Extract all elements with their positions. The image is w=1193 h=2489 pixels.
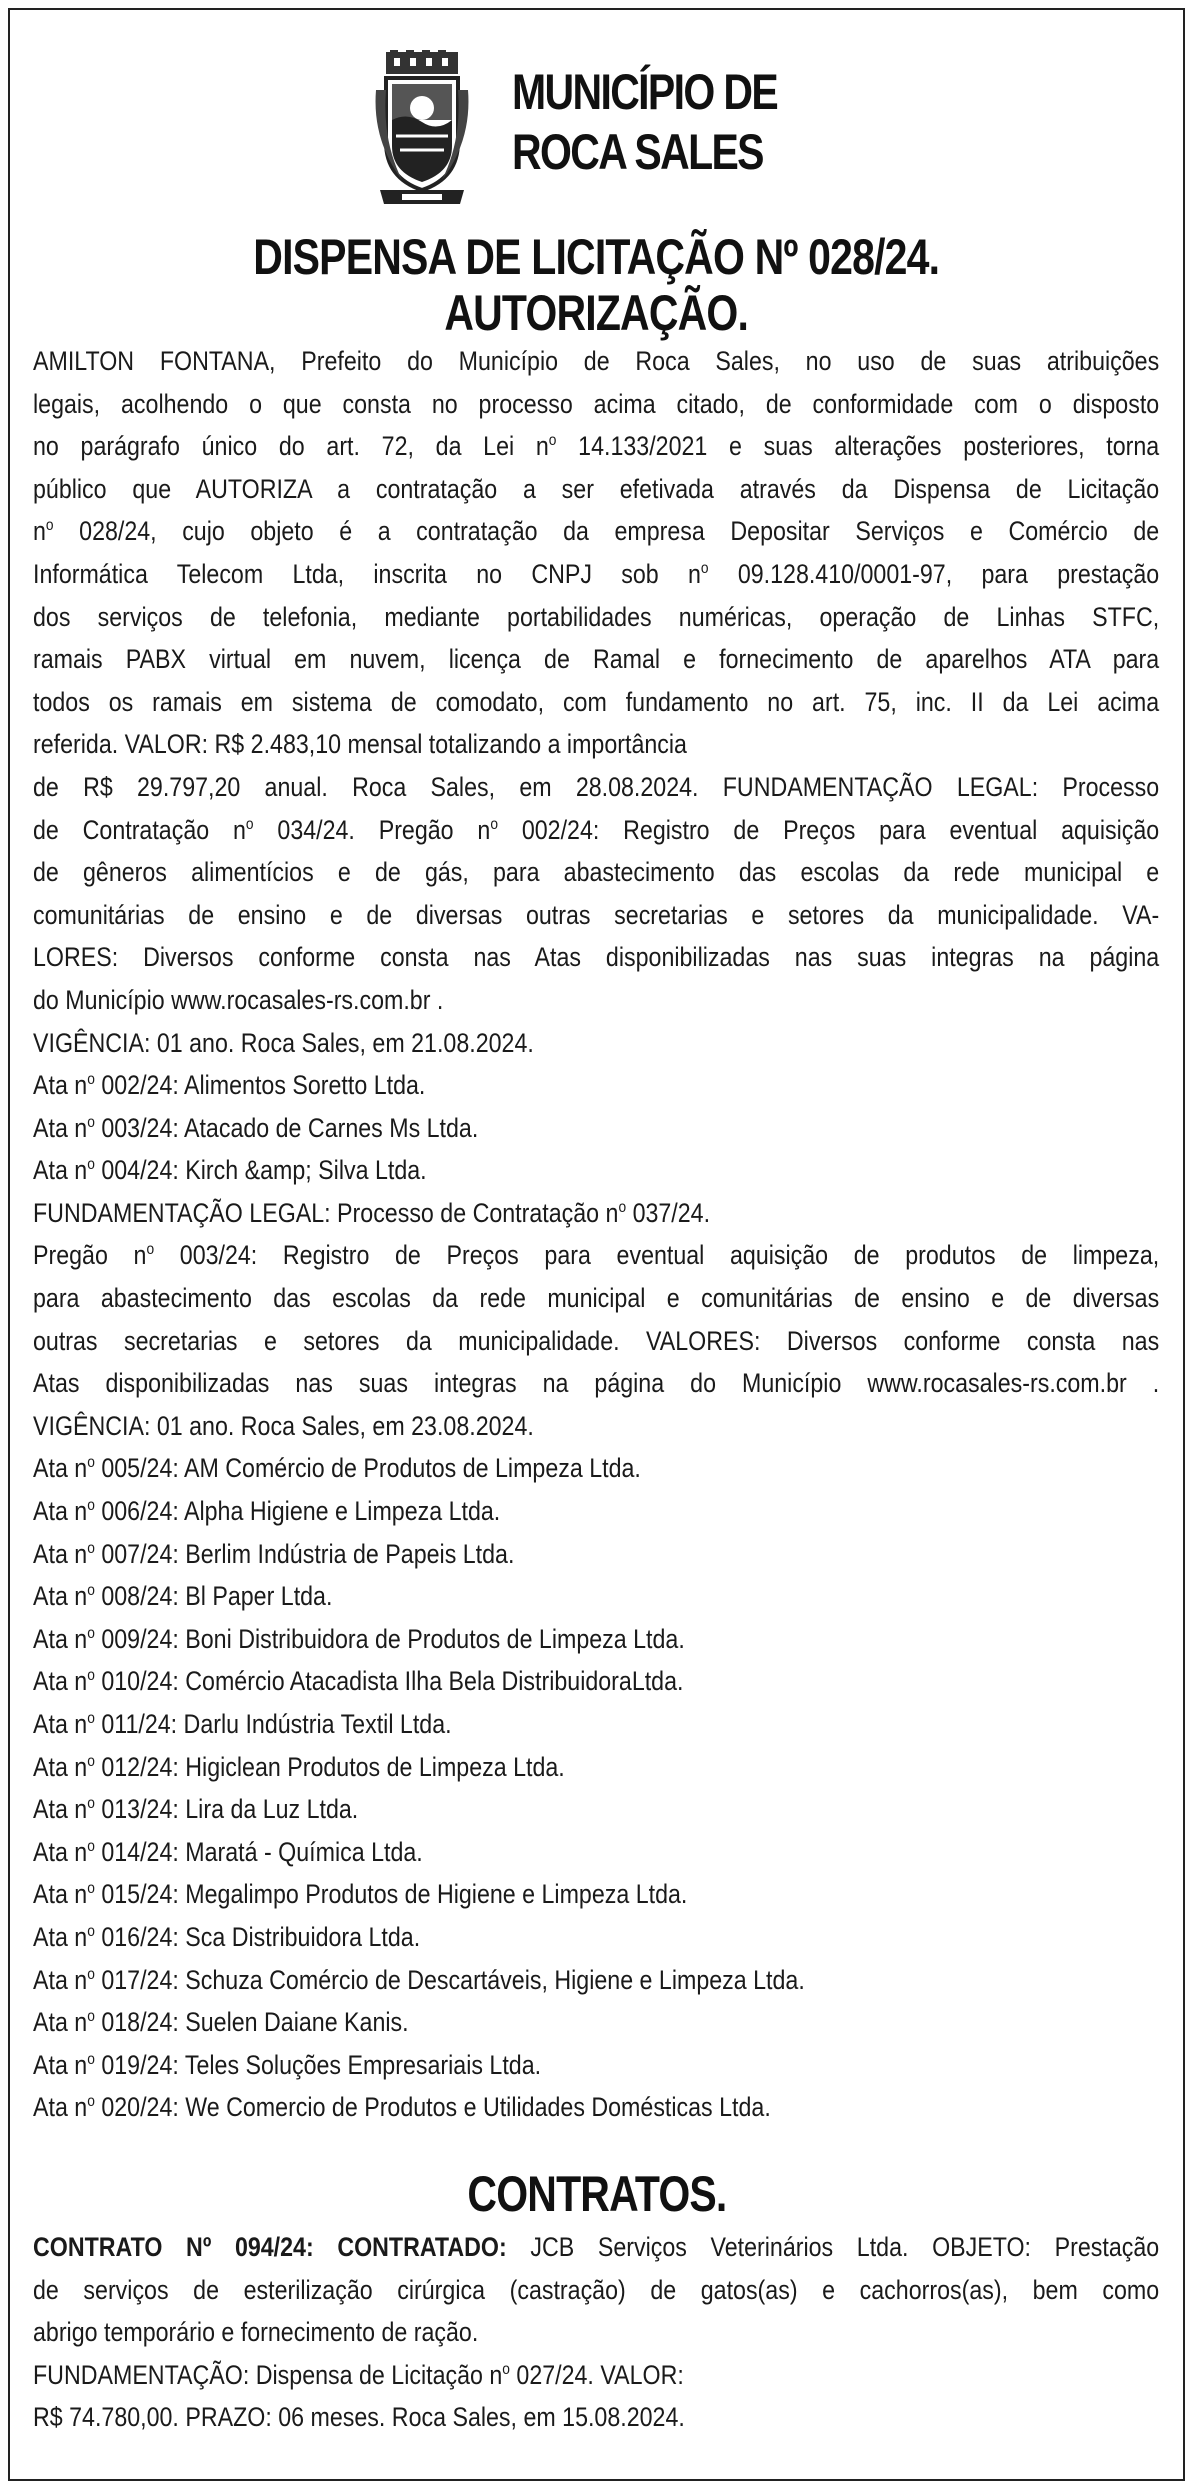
body-line: LORES: Diversos conforme consta nas Atas disponibilizadas nas suas integras na página [33, 942, 1160, 973]
body-line: outras secretarias e setores da municipalidade. VALORES: Diversos conforme consta nas [33, 1325, 1160, 1356]
body-line: $n^o$ 028/24, cujo objeto é a contratação da empresa Depositar Serviços e Comércio de [33, 516, 1160, 547]
body-line: VIGÊNCIA: 01 ano. Roca Sales, em 21.08.2024. [33, 1027, 534, 1058]
municipal-crest-icon [372, 50, 472, 210]
body-line: de Contratação $n^o$ 034/24. Pregão $n^o$ 002/24: Registro de Preços para eventual aquisição [33, 814, 1160, 845]
contract-line-1-rest: JCB Serviços Veterinários Ltda. OBJETO: Prestação [506, 2232, 1160, 2262]
body-line: ramais PABX virtual em nuvem, licença de Ramal e fornecimento de aparelhos ATA para [33, 644, 1160, 675]
body-line: Ata $n^o$ 020/24: We Comercio de Produtos e Utilidades Domésticas Ltda. [33, 2092, 771, 2123]
body-line: Ata $n^o$ 004/24: Kirch &amp; Silva Ltda. [33, 1155, 427, 1186]
body-line: Ata $n^o$ 005/24: AM Comércio de Produtos de Limpeza Ltda. [33, 1453, 641, 1484]
title-line-2: ROCA SALES [512, 124, 763, 180]
body-line: Ata $n^o$ 008/24: Bl Paper Ltda. [33, 1581, 333, 1612]
body-line: legais, acolhendo o que consta no processo acima citado, de conformidade com o disposto [33, 388, 1160, 419]
body-line: Ata $n^o$ 006/24: Alpha Higiene e Limpeza Ltda. [33, 1496, 501, 1527]
dispensa-heading [0, 227, 1193, 287]
body-line: Ata $n^o$ 003/24: Atacado de Carnes Ms Ltda. [33, 1112, 479, 1143]
autorizacao-heading-line: AUTORIZAÇÃO. [444, 285, 749, 341]
body-line: referida. VALOR: R$ 2.483,10 mensal totalizando a importância [33, 729, 687, 760]
body-line: Ata $n^o$ 012/24: Higiclean Produtos de Limpeza Ltda. [33, 1751, 565, 1782]
body-line: Ata $n^o$ 017/24: Schuza Comércio de Descartáveis, Higiene e Limpeza Ltda. [33, 1964, 805, 1995]
body-line: comunitárias de ensino e de diversas outras secretarias e setores da municipalidade. VA- [33, 899, 1160, 930]
body-line: todos os ramais em sistema de comodato, com fundamento no art. 75, inc. II da Lei acima [33, 686, 1160, 717]
contract-line-2: de serviços de esterilização cirúrgica (castração) de gatos(as) e cachorros(as), bem como [33, 2274, 1160, 2305]
body-line: no parágrafo único do art. 72, da Lei $n^o$ 14.133/2021 e suas alterações posteriores, torna [33, 431, 1160, 462]
contract-line-4: FUNDAMENTAÇÃO: Dispensa de Licitação $n^o$ 027/24. VALOR: [33, 2359, 684, 2390]
body-line: Atas disponibilizadas nas suas integras na página do Município www.rocasales-rs.com.br . [33, 1368, 1160, 1399]
dispensa-body [33, 340, 1159, 2129]
body-line: Ata $n^o$ 002/24: Alimentos Soretto Ltda. [33, 1070, 426, 1101]
contratos-body [33, 2226, 1159, 2439]
body-line: público que AUTORIZA a contratação a ser efetivada através da Dispensa de Licitação [33, 473, 1160, 504]
contract-bold-lead: CONTRATO Nº 094/24: CONTRATADO: [33, 2232, 507, 2262]
body-line: Ata $n^o$ 010/24: Comércio Atacadista Ilha Bela DistribuidoraLtda. [33, 1666, 684, 1697]
header [372, 50, 972, 220]
body-line: Ata $n^o$ 019/24: Teles Soluções Empresariais Ltda. [33, 2049, 542, 2080]
body-line: do Município www.rocasales-rs.com.br . [33, 984, 444, 1015]
contract-line-1 [33, 2226, 1159, 2269]
contract-line-3: abrigo temporário e fornecimento de ração. [33, 2317, 479, 2348]
contract-line-5: R$ 74.780,00. PRAZO: 06 meses. Roca Sales, em 15.08.2024. [33, 2402, 685, 2433]
autorizacao-heading [0, 283, 1193, 343]
municipality-title [512, 62, 777, 182]
body-line: para abastecimento das escolas da rede municipal e comunitárias de ensino e de diversas [33, 1283, 1160, 1314]
body-line: de gêneros alimentícios e de gás, para abastecimento das escolas da rede municipal e [33, 857, 1160, 888]
dispensa-heading-line-1: DISPENSA DE LICITAÇÃO Nº 028/24. [253, 229, 940, 285]
body-line: Ata $n^o$ 009/24: Boni Distribuidora de Produtos de Limpeza Ltda. [33, 1623, 685, 1654]
body-line: Ata $n^o$ 011/24: Darlu Indústria Textil Ltda. [33, 1709, 452, 1739]
body-line: AMILTON FONTANA, Prefeito do Município de Roca Sales, no uso de suas atribuições [33, 346, 1160, 376]
body-line: Ata $n^o$ 015/24: Megalimpo Produtos de Higiene e Limpeza Ltda. [33, 1879, 688, 1910]
body-line: Ata $n^o$ 013/24: Lira da Luz Ltda. [33, 1794, 359, 1825]
body-line: Informática Telecom Ltda, inscrita no CNPJ sob $n^o$ 09.128.410/0001-97, para prestação [33, 558, 1160, 589]
title-line-1: MUNICÍPIO DE [512, 64, 778, 120]
body-line: de R$ 29.797,20 anual. Roca Sales, em 28.08.2024. FUNDAMENTAÇÃO LEGAL: Processo [33, 771, 1160, 802]
body-line: Ata $n^o$ 007/24: Berlim Indústria de Papeis Ltda. [33, 1538, 515, 1569]
body-line: Ata $n^o$ 016/24: Sca Distribuidora Ltda. [33, 1921, 421, 1952]
body-line: dos serviços de telefonia, mediante portabilidades numéricas, operação de Linhas STFC, [33, 601, 1160, 632]
body-line: Pregão $n^o$ 003/24: Registro de Preços para eventual aquisição de produtos de limpeza, [33, 1240, 1160, 1271]
contratos-heading-line: CONTRATOS. [466, 2166, 727, 2222]
body-line: Ata $n^o$ 018/24: Suelen Daiane Kanis. [33, 2007, 409, 2038]
body-line: VIGÊNCIA: 01 ano. Roca Sales, em 23.08.2024. [33, 1410, 534, 1441]
body-line: FUNDAMENTAÇÃO LEGAL: Processo de Contratação $n^o$ 037/24. [33, 1197, 711, 1228]
contratos-heading [0, 2164, 1193, 2224]
body-line: Ata $n^o$ 014/24: Maratá - Química Ltda. [33, 1836, 423, 1867]
